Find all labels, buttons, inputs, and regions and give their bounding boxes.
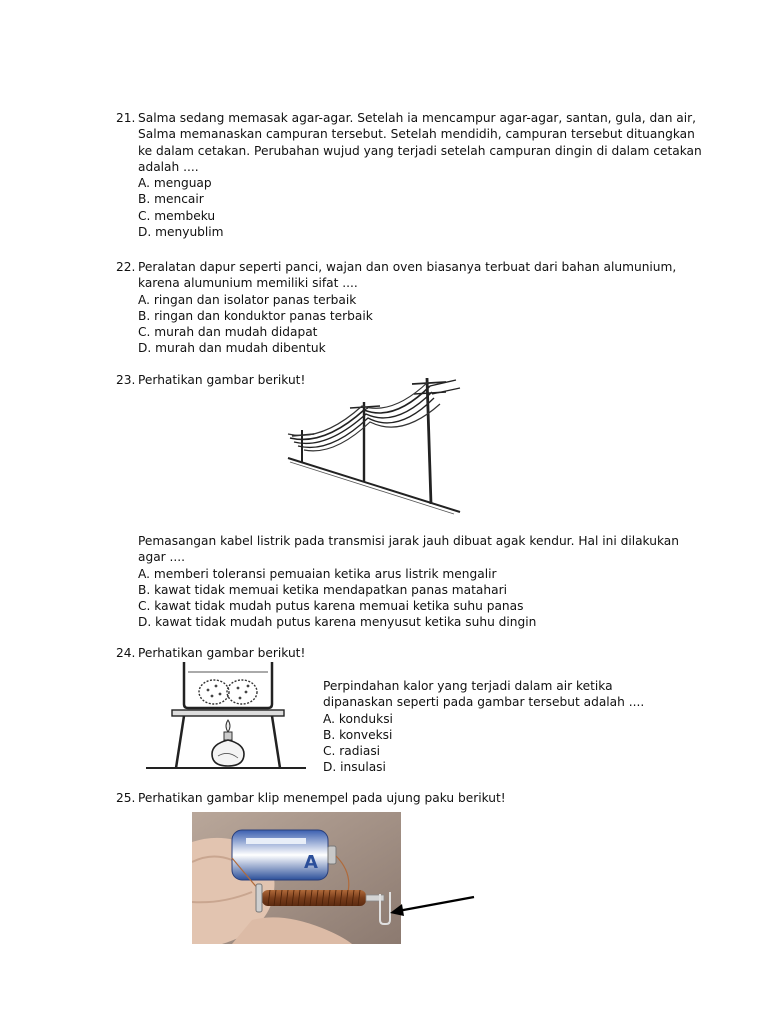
power-lines-illustration [284, 376, 469, 516]
option-d: D. insulasi [323, 760, 386, 775]
question-number: 21. [116, 111, 136, 125]
option-d: D. kawat tidak mudah putus karena menyusut ketika suhu dingin [138, 615, 537, 630]
question-intro: Perhatikan gambar berikut! [138, 373, 306, 387]
question-24-body [323, 678, 683, 776]
question-number: 22. [116, 260, 136, 274]
option-c: C. murah dan mudah didapat [138, 325, 318, 340]
question-23-body [116, 533, 706, 631]
option-c: C. membeku [138, 208, 216, 223]
question-21 [116, 110, 706, 240]
option-b: B. kawat tidak memuai ketika mendapatkan panas matahari [138, 582, 507, 597]
question-intro: Perhatikan gambar klip menempel pada ujung paku berikut! [138, 791, 506, 805]
question-number: 24. [116, 646, 136, 660]
option-b: B. konveksi [323, 727, 393, 742]
heating-beaker-illustration [144, 660, 310, 772]
question-text: Pemasangan kabel listrik pada transmisi jarak jauh dibuat agak kendur. Hal ini dilakukan agar .... [138, 534, 679, 565]
question-24 [116, 645, 706, 661]
option-a: A. ringan dan isolator panas terbaik [138, 292, 357, 307]
electromagnet-photo [192, 812, 401, 944]
question-number: 25. [116, 791, 136, 805]
pointer-arrow [388, 894, 476, 916]
option-b: B. mencair [138, 192, 204, 207]
option-c: C. kawat tidak mudah putus karena memuai ketika suhu panas [138, 599, 524, 614]
option-a: A. menguap [138, 176, 212, 191]
question-25 [116, 790, 706, 806]
svg-text:A: A [304, 852, 318, 873]
question-text: Peralatan dapur seperti panci, wajan dan oven biasanya terbuat dari bahan alumunium, karena alumunium memiliki sifat .... [138, 260, 677, 291]
option-a: A. memberi toleransi pemuaian ketika arus listrik mengalir [138, 566, 497, 581]
question-number: 23. [116, 373, 136, 387]
question-intro: Perhatikan gambar berikut! [138, 646, 306, 660]
option-a: A. konduksi [323, 711, 393, 726]
option-d: D. murah dan mudah dibentuk [138, 341, 326, 356]
question-text: Perpindahan kalor yang terjadi dalam air ketika dipanaskan seperti pada gambar tersebut adalah .... [323, 679, 645, 710]
question-text: Salma sedang memasak agar-agar. Setelah ia mencampur agar-agar, santan, gula, dan air, Salma memanaskan campuran tersebut. Setelah mendidih, campuran tersebut dituangkan ke dalam cetakan. Perubahan wujud yang terjadi setelah campuran dingin di dalam cetakan adalah .... [138, 111, 702, 174]
option-d: D. menyublim [138, 225, 224, 240]
option-b: B. ringan dan konduktor panas terbaik [138, 308, 373, 323]
question-22 [116, 259, 706, 357]
option-c: C. radiasi [323, 744, 381, 759]
